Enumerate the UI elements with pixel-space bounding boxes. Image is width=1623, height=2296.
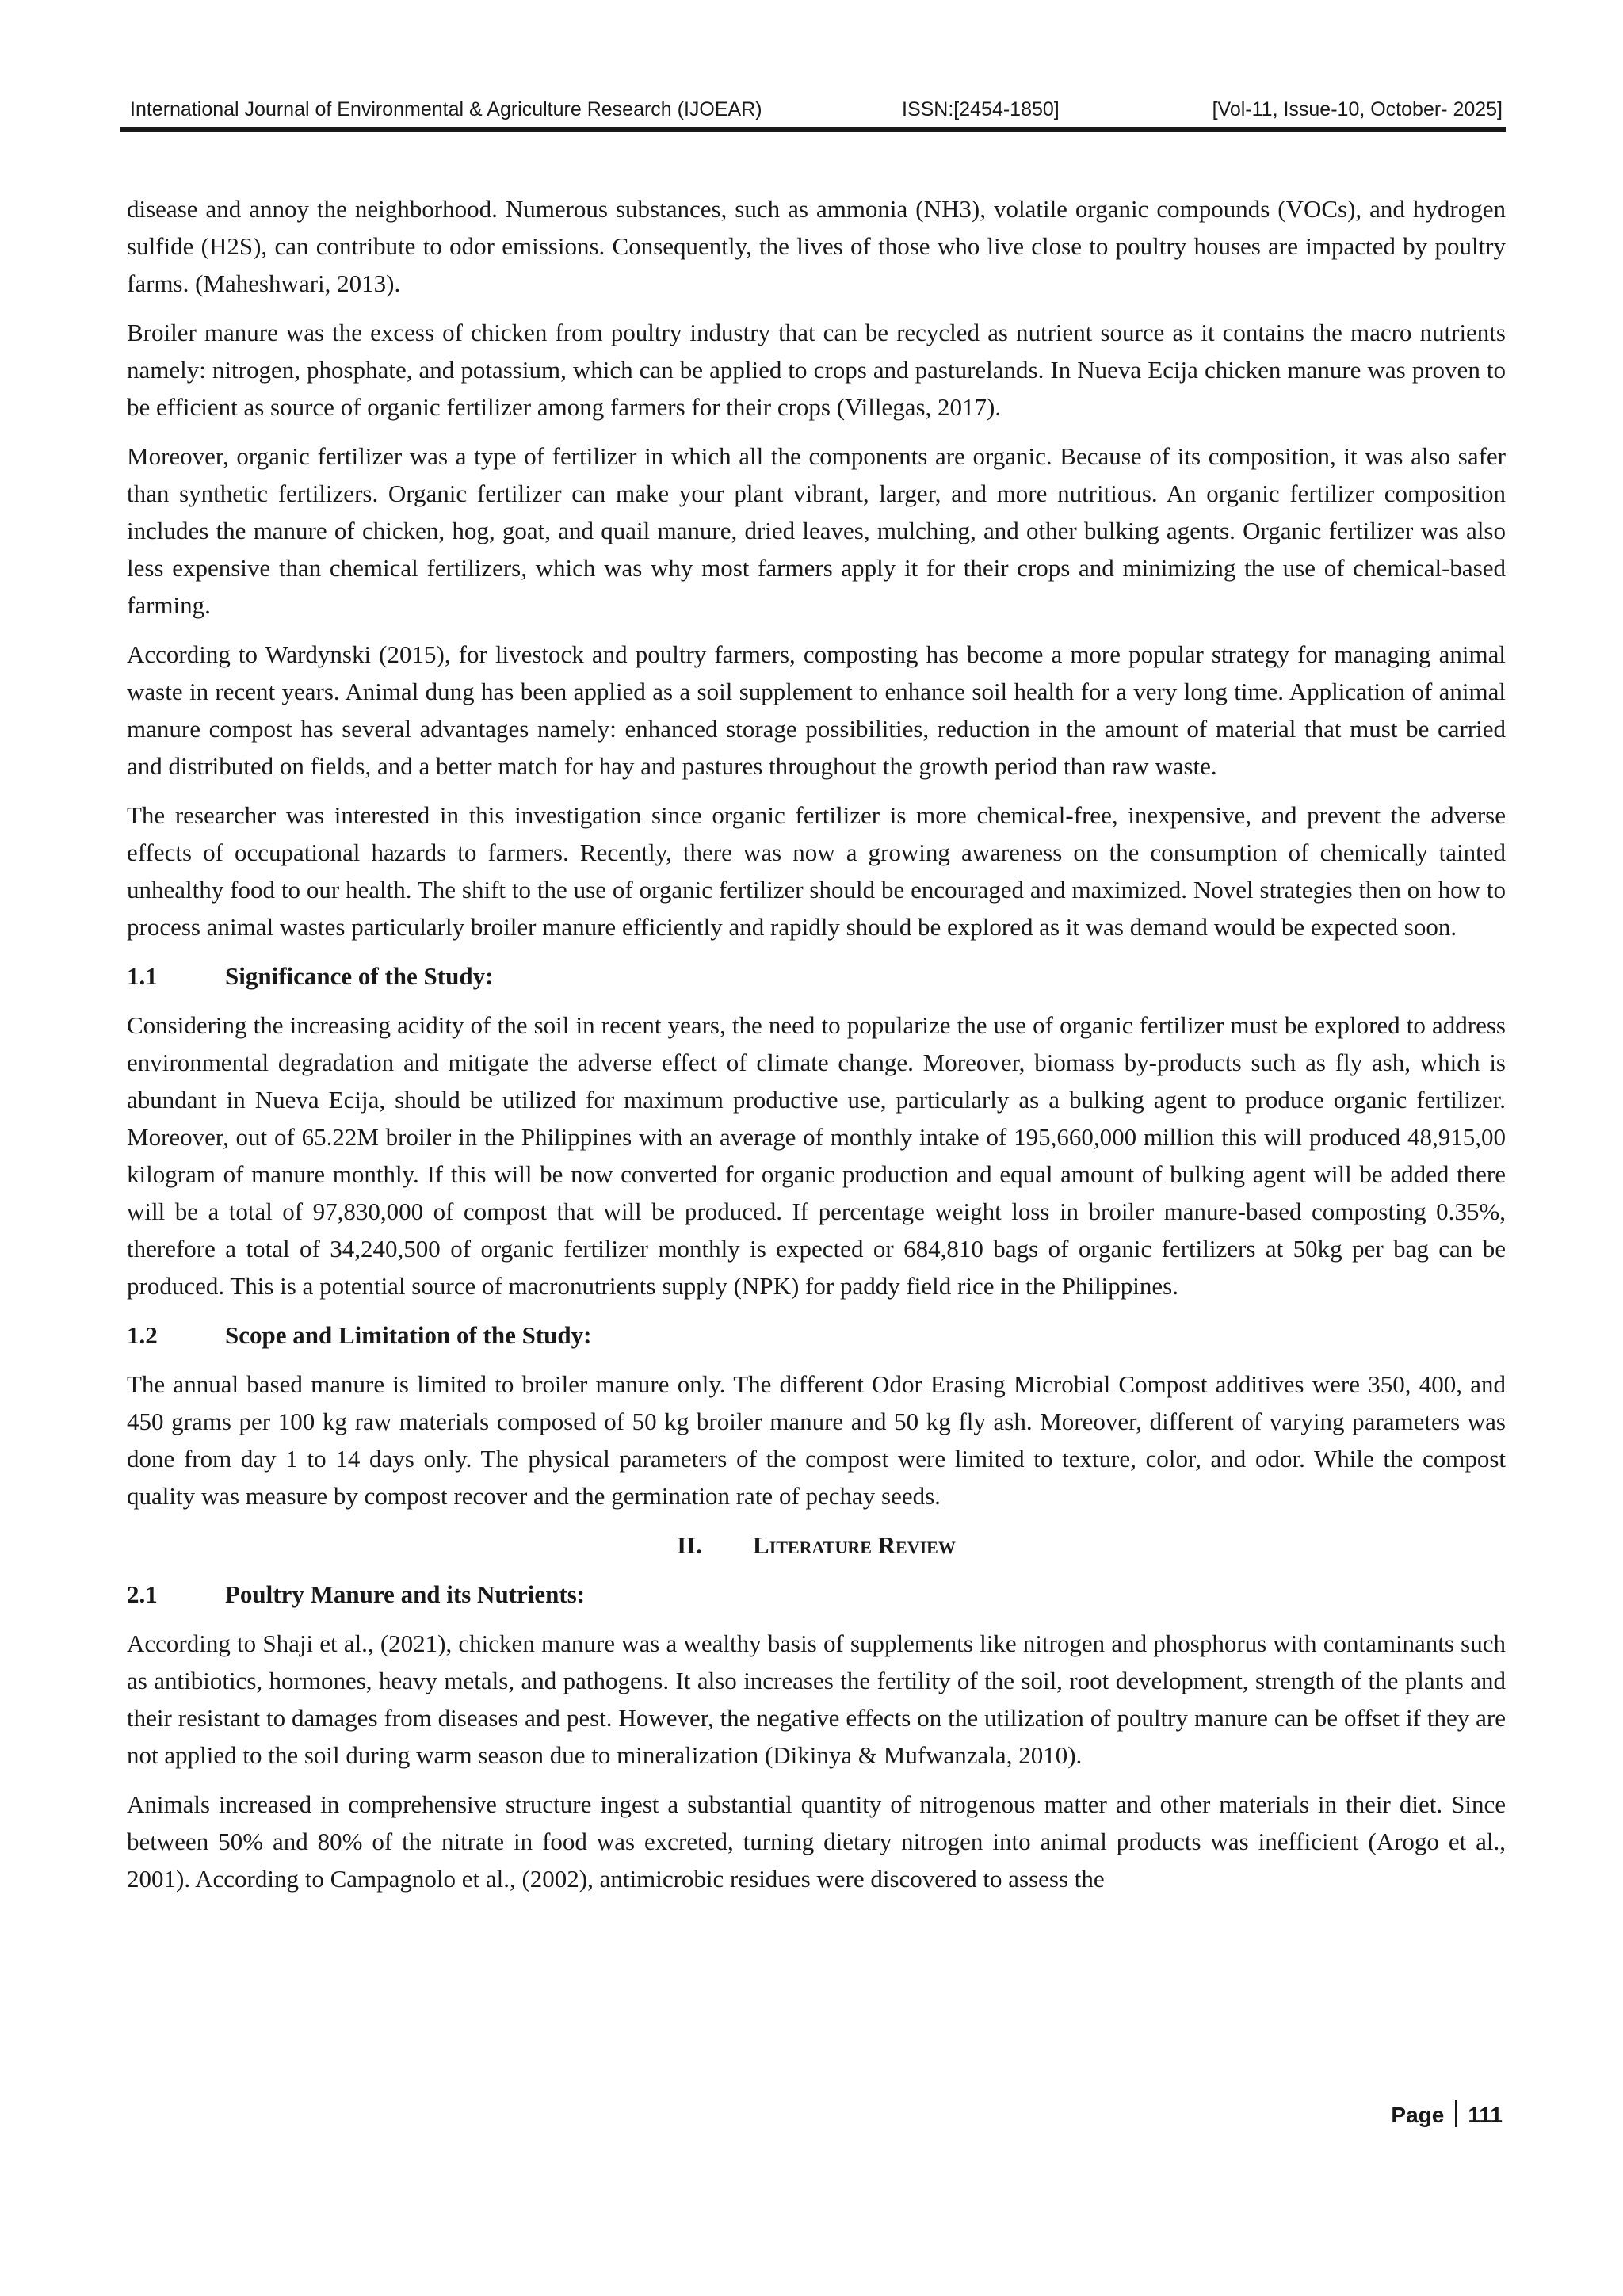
- paragraph: Broiler manure was the excess of chicken from poultry industry that can be recycled as nutrient source as it contains the macro nutrients namely: nitrogen, phosphate, and potassium, which can be applied to crops and pasturelands. In Nueva Ecija chicken manure was proven to be efficient as source of organic fertilizer among farmers for their crops (Villegas, 2017).: [127, 319, 1506, 421]
- paragraph: Considering the increasing acidity of the soil in recent years, the need to popularize the use of organic fertilizer must be explored to address environmental degradation and mitigate the adverse effect of climate change. Moreover, biomass by-products such as fly ash, which is abundant in Nueva Ecija, should be utilized for maximum productive use, particularly as a bulking agent to produce organic fertilizer. Moreover, out of 65.22M broiler in the Philippines with an average of monthly intake of 195,660,000 million this will produced 48,915,00 kilogram of manure monthly. If this will be now converted for organic production and equal amount of bulking agent will be added there will be a total of 97,830,000 of compost that will be produced. If percentage weight loss in broiler manure-based composting 0.35%, therefore a total of 34,240,500 of organic fertilizer monthly is expected or 684,810 bags of organic fertilizers at 50kg per bag can be produced. This is a potential source of macronutrients supply (NPK) for paddy field rice in the Philippines.: [127, 1011, 1506, 1300]
- section-number: 1.1: [127, 962, 158, 990]
- section-number: 1.2: [127, 1321, 158, 1349]
- issn: ISSN:[2454-1850]: [902, 98, 1060, 120]
- paragraph: The annual based manure is limited to broiler manure only. The different Odor Erasing Microbial Compost additives were 350, 400, and 450 grams per 100 kg raw materials composed of 50 kg broiler manure and 50 kg fly ash. Moreover, different of varying parameters was done from day 1 to 14 days only. The physical parameters of the compost were limited to texture, color, and odor. While the compost quality was measure by compost recover and the germination rate of pechay seeds.: [127, 1370, 1506, 1510]
- paragraph: Moreover, organic fertilizer was a type of fertilizer in which all the components are organic. Because of its composition, it was also safer than synthetic fertilizers. Organic fertilizer can make your plant vibrant, larger, and more nutritious. An organic fertilizer composition includes the manure of chicken, hog, goat, and quail manure, dried leaves, mulching, and other bulking agents. Organic fertilizer was also less expensive than chemical fertilizers, which was why most farmers apply it for their crops and minimizing the use of chemical-based farming.: [127, 442, 1506, 619]
- subsection-heading-1-2: [127, 1316, 1506, 1354]
- section-title: Literature Review: [753, 1531, 956, 1559]
- section-number: 2.1: [127, 1580, 158, 1608]
- paragraph: Animals increased in comprehensive structure ingest a substantial quantity of nitrogenous matter and other materials in their diet. Since between 50% and 80% of the nitrate in food was excreted, turning dietary nitrogen into animal products was inefficient (Arogo et al., 2001). According to Campagnolo et al., (2002), antimicrobic residues were discovered to assess the: [127, 1790, 1506, 1893]
- page-label: Page: [1391, 2103, 1445, 2127]
- section-number: II.: [677, 1531, 703, 1559]
- section-title: Scope and Limitation of the Study:: [225, 1321, 592, 1349]
- running-header: [125, 94, 1506, 132]
- page-number: 111: [1468, 2103, 1503, 2127]
- paragraph: According to Wardynski (2015), for livestock and poultry farmers, composting has become a more popular strategy for managing animal waste in recent years. Animal dung has been applied as a soil supplement to enhance soil health for a very long time. Application of animal manure compost has several advantages namely: enhanced storage possibilities, reduction in the amount of material that must be carried and distributed on fields, and a better match for hay and pastures throughout the growth period than raw waste.: [127, 640, 1506, 780]
- paragraph: According to Shaji et al., (2021), chicken manure was a wealthy basis of supplements like nitrogen and phosphorus with contaminants such as antibiotics, hormones, heavy metals, and pathogens. It also increases the fertility of the soil, root development, strength of the plants and their resistant to damages from diseases and pest. However, the negative effects on the utilization of poultry manure can be offset if they are not applied to the soil during warm season due to mineralization (Dikinya & Mufwanzala, 2010).: [127, 1629, 1506, 1769]
- paragraph: disease and annoy the neighborhood. Numerous substances, such as ammonia (NH3), volatile organic compounds (VOCs), and hydrogen sulfide (H2S), can contribute to odor emissions. Consequently, the lives of those who live close to poultry houses are impacted by poultry farms. (Maheshwari, 2013).: [127, 195, 1506, 297]
- subsection-heading-1-1: [127, 957, 1506, 995]
- page-footer: [1391, 2100, 1503, 2128]
- paragraph: The researcher was interested in this investigation since organic fertilizer is more chemical-free, inexpensive, and prevent the adverse effects of occupational hazards to farmers. Recently, there was now a growing awareness on the consumption of chemically tainted unhealthy food to our health. The shift to the use of organic fertilizer should be encouraged and maximized. Novel strategies then on how to process animal wastes particularly broiler manure efficiently and rapidly should be explored as it was demand would be expected soon.: [127, 801, 1506, 941]
- subsection-heading-2-1: [127, 1576, 1506, 1613]
- article-body: [127, 190, 1506, 1909]
- journal-name: International Journal of Environmental & Agriculture Research (IJOEAR): [130, 98, 762, 120]
- section-heading-2: [127, 1526, 1506, 1564]
- volume-issue: [Vol-11, Issue-10, October- 2025]: [1212, 98, 1503, 120]
- header-rule: [120, 127, 1506, 132]
- section-title: Poultry Manure and its Nutrients:: [225, 1580, 586, 1608]
- section-title: Significance of the Study:: [225, 962, 494, 990]
- footer-separator: [1455, 2100, 1457, 2127]
